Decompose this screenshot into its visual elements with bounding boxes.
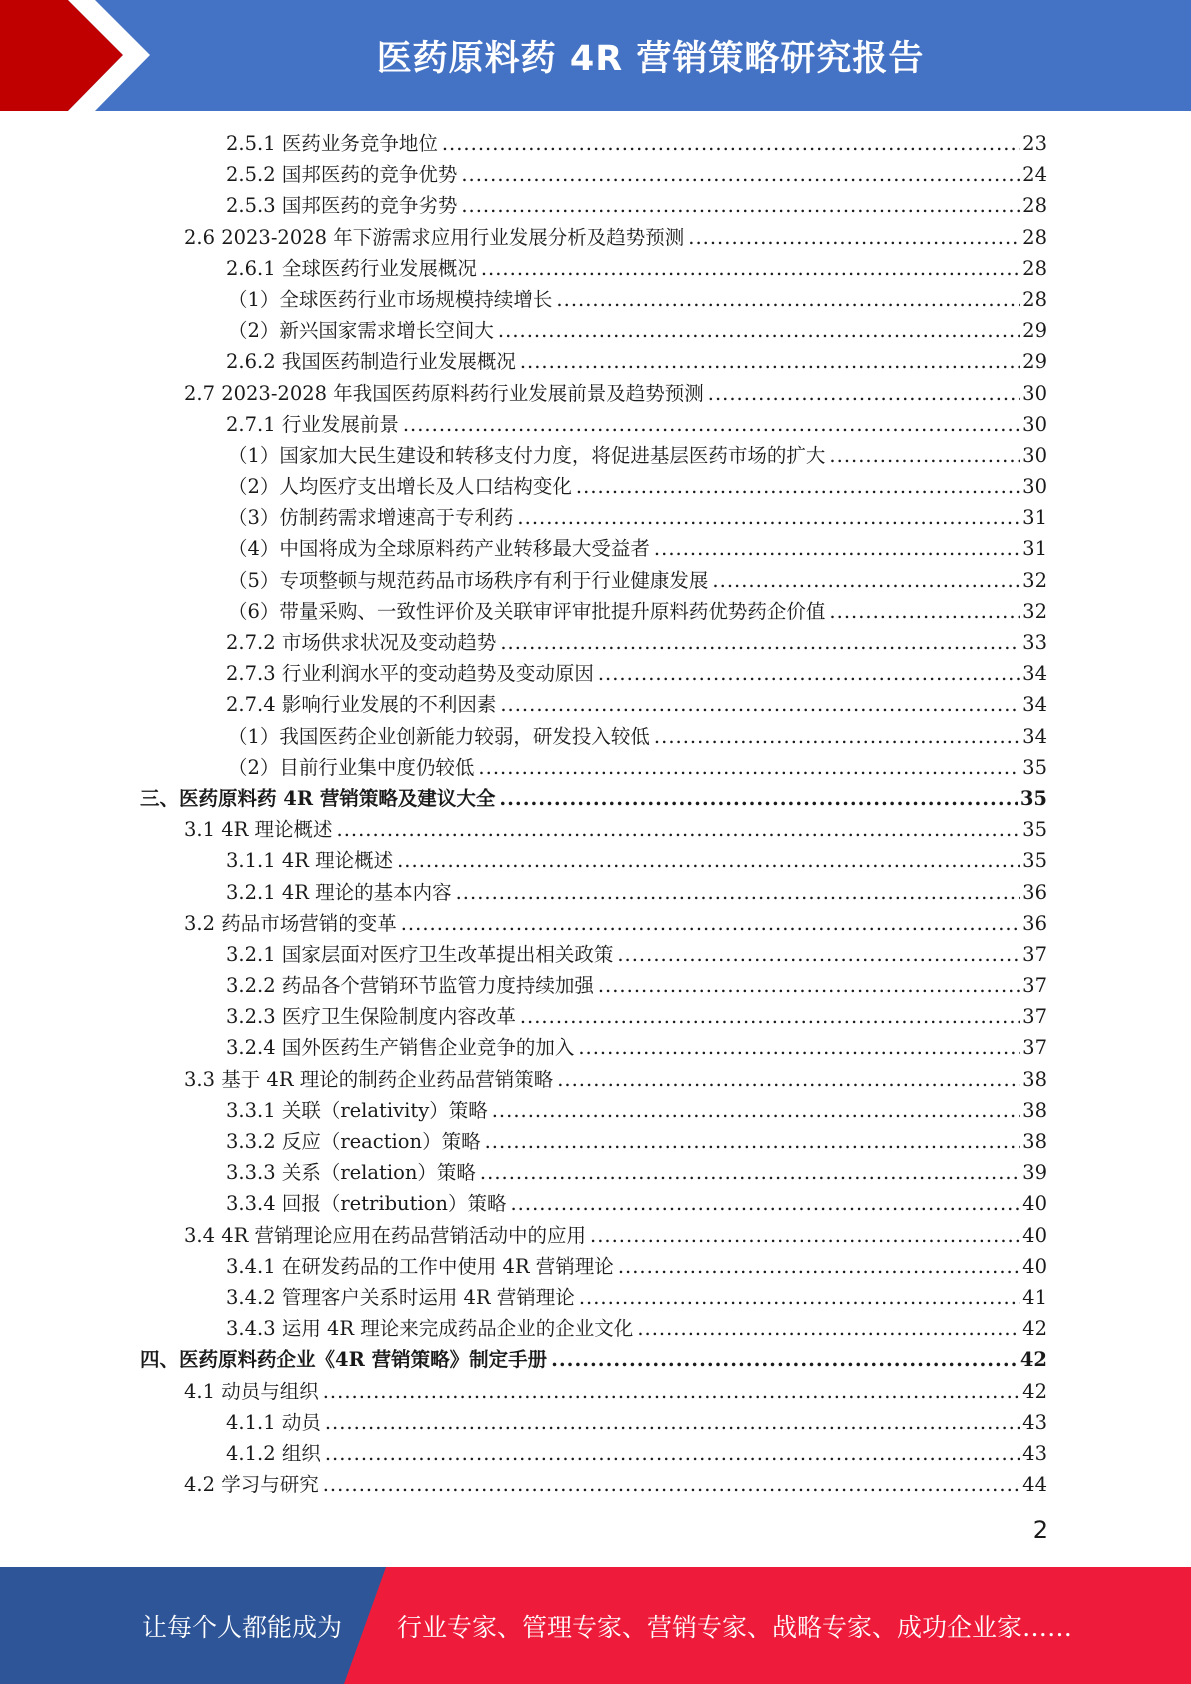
toc-entry-page: 28 bbox=[1022, 225, 1047, 249]
toc-entry-label: 2.6.1 全球医药行业发展概况 bbox=[226, 256, 477, 280]
toc-entry-page: 35 bbox=[1019, 786, 1047, 810]
toc-entry-page: 40 bbox=[1022, 1223, 1047, 1247]
toc-leader-dots bbox=[576, 475, 1020, 498]
toc-entry[interactable] bbox=[140, 128, 1047, 159]
toc-leader-dots bbox=[337, 818, 1021, 841]
toc-entry-page: 29 bbox=[1022, 350, 1047, 374]
toc-entry-page: 39 bbox=[1022, 1161, 1047, 1185]
page-number: 2 bbox=[1032, 1516, 1048, 1544]
toc-entry-label: 2.7.2 市场供求状况及变动趋势 bbox=[226, 631, 497, 654]
toc-entry-label: 3.3.4 回报（retribution）策略 bbox=[226, 1192, 507, 1216]
toc-entry[interactable] bbox=[140, 908, 1047, 939]
toc-entry[interactable] bbox=[140, 190, 1047, 221]
toc-entry-page: 34 bbox=[1022, 693, 1047, 717]
toc-entry-page: 38 bbox=[1022, 1098, 1047, 1122]
page-footer bbox=[0, 1567, 1191, 1684]
toc-leader-dots bbox=[578, 1036, 1020, 1059]
toc-entry[interactable] bbox=[140, 502, 1047, 533]
toc-entry-label: 4.1.2 组织 bbox=[226, 1441, 321, 1465]
toc-leader-dots bbox=[510, 1192, 1020, 1215]
toc-entry-label: 3.1.1 4R 理论概述 bbox=[226, 849, 394, 873]
toc-leader-dots bbox=[598, 974, 1020, 997]
toc-leader-dots bbox=[442, 132, 1020, 155]
toc-entry[interactable] bbox=[140, 1126, 1047, 1157]
toc-entry-label: （2）人均医疗支出增长及人口结构变化 bbox=[228, 475, 572, 499]
toc-entry-label: 2.5.3 国邦医药的竞争劣势 bbox=[226, 194, 458, 218]
toc-entry-page: 24 bbox=[1022, 163, 1047, 187]
toc-leader-dots bbox=[556, 288, 1020, 311]
toc-entry-label: （2）目前行业集中度仍较低 bbox=[228, 755, 475, 779]
toc-entry[interactable] bbox=[140, 877, 1047, 908]
toc-entry[interactable] bbox=[140, 440, 1047, 471]
toc-leader-dots bbox=[325, 1442, 1020, 1465]
toc-entry-label: 3.3.2 反应（reaction）策略 bbox=[226, 1130, 481, 1153]
toc-leader-dots bbox=[654, 725, 1020, 748]
toc-entry-label: （4）中国将成为全球原料药产业转移最大受益者 bbox=[228, 537, 650, 561]
toc-entry[interactable] bbox=[140, 1407, 1047, 1438]
toc-leader-dots bbox=[397, 849, 1020, 872]
footer-slogan-left: 让每个人都能成为 bbox=[142, 1612, 343, 1642]
toc-entry-label: 3.2.1 4R 理论的基本内容 bbox=[226, 880, 452, 904]
toc-entry-page: 23 bbox=[1022, 132, 1047, 155]
toc-leader-dots bbox=[618, 1255, 1020, 1278]
toc-entry-label: 3.2.1 国家层面对医疗卫生改革提出相关政策 bbox=[226, 942, 614, 966]
toc-leader-dots bbox=[401, 912, 1020, 935]
toc-entry-page: 30 bbox=[1022, 475, 1047, 499]
toc-leader-dots bbox=[654, 537, 1020, 560]
toc-entry-label: 2.7 2023-2028 年我国医药原料药行业发展前景及趋势预测 bbox=[184, 381, 704, 405]
toc-leader-dots bbox=[829, 600, 1020, 623]
toc-leader-dots bbox=[498, 319, 1020, 342]
toc-entry-label: 2.6.2 我国医药制造行业发展概况 bbox=[226, 350, 516, 374]
toc-leader-dots bbox=[500, 631, 1020, 654]
toc-entry[interactable] bbox=[140, 222, 1047, 253]
toc-leader-dots bbox=[520, 1005, 1020, 1028]
toc-entry-page: 35 bbox=[1022, 818, 1047, 842]
toc-entry-label: 4.1 动员与组织 bbox=[184, 1379, 319, 1403]
toc-entry-page: 35 bbox=[1022, 849, 1047, 873]
toc-entry-label: 2.7.1 行业发展前景 bbox=[226, 412, 399, 436]
toc-entry-page: 43 bbox=[1022, 1410, 1047, 1434]
toc-entry-page: 28 bbox=[1022, 287, 1047, 311]
toc-leader-dots bbox=[323, 1380, 1020, 1403]
toc-entry-page: 32 bbox=[1022, 568, 1047, 592]
toc-entry-page: 36 bbox=[1022, 880, 1047, 904]
toc-entry[interactable] bbox=[140, 284, 1047, 315]
toc-entry-page: 37 bbox=[1022, 942, 1047, 966]
footer-slogan-right: 行业专家、管理专家、营销专家、战略专家、成功企业家…… bbox=[397, 1612, 1073, 1642]
toc-entry-label: 3.1 4R 理论概述 bbox=[184, 818, 333, 842]
toc-entry-page: 32 bbox=[1022, 599, 1047, 623]
toc-entry-label: 3.4 4R 营销理论应用在药品营销活动中的应用 bbox=[184, 1223, 586, 1247]
toc-entry-label: （2）新兴国家需求增长空间大 bbox=[228, 319, 494, 343]
toc-entry-label: （1）我国医药企业创新能力较弱，研发投入较低 bbox=[228, 724, 650, 748]
toc-entry-page: 42 bbox=[1022, 1317, 1047, 1341]
toc-entry[interactable] bbox=[140, 1188, 1047, 1219]
toc-entry-page: 36 bbox=[1022, 911, 1047, 935]
toc-leader-dots bbox=[499, 787, 1018, 810]
toc-entry-page: 30 bbox=[1022, 443, 1047, 467]
toc-entry-label: 3.4.2 管理客户关系时运用 4R 营销理论 bbox=[226, 1285, 575, 1309]
toc-entry-page: 38 bbox=[1022, 1130, 1047, 1153]
toc-leader-dots bbox=[481, 257, 1020, 280]
toc-entry[interactable] bbox=[140, 1282, 1047, 1313]
toc-entry[interactable] bbox=[140, 1064, 1047, 1095]
toc-entry-page: 34 bbox=[1022, 724, 1047, 748]
toc-leader-dots bbox=[517, 506, 1020, 529]
toc-entry-label: 3.3.1 关联（relativity）策略 bbox=[226, 1098, 488, 1122]
toc-entry-label: 2.7.3 行业利润水平的变动趋势及变动原因 bbox=[226, 662, 594, 686]
toc-entry-label: 4.2 学习与研究 bbox=[184, 1473, 319, 1497]
toc-entry-page: 28 bbox=[1022, 256, 1047, 280]
toc-entry-page: 38 bbox=[1022, 1067, 1047, 1091]
toc-entry-label: （6）带量采购、一致性评价及关联审评审批提升原料药优势药企价值 bbox=[228, 599, 826, 623]
toc-entry[interactable] bbox=[140, 689, 1047, 720]
toc-entry[interactable] bbox=[140, 1438, 1047, 1469]
toc-entry-label: 3.2 药品市场营销的变革 bbox=[184, 911, 397, 935]
toc-leader-dots bbox=[708, 382, 1020, 405]
toc-leader-dots bbox=[461, 163, 1020, 186]
toc-entry-page: 42 bbox=[1019, 1348, 1047, 1372]
toc-entry-label: 2.5.1 医药业务竞争地位 bbox=[226, 132, 438, 155]
toc-leader-dots bbox=[403, 413, 1020, 436]
table-of-contents bbox=[140, 128, 1047, 1500]
toc-entry[interactable] bbox=[140, 1001, 1047, 1032]
toc-leader-dots bbox=[557, 1068, 1020, 1091]
toc-entry-page: 29 bbox=[1022, 319, 1047, 343]
toc-entry-page: 42 bbox=[1022, 1379, 1047, 1403]
toc-entry-label: 3.3 基于 4R 理论的制药企业药品营销策略 bbox=[184, 1067, 554, 1091]
toc-leader-dots bbox=[325, 1411, 1020, 1434]
toc-entry[interactable] bbox=[140, 721, 1047, 752]
toc-entry[interactable] bbox=[140, 814, 1047, 845]
toc-entry-page: 34 bbox=[1022, 662, 1047, 686]
page-header bbox=[0, 0, 1191, 111]
toc-entry[interactable] bbox=[140, 1032, 1047, 1063]
toc-leader-dots bbox=[485, 1130, 1021, 1153]
toc-leader-dots bbox=[590, 1224, 1020, 1247]
toc-leader-dots bbox=[478, 756, 1020, 779]
toc-entry-page: 40 bbox=[1022, 1192, 1047, 1216]
toc-entry[interactable] bbox=[140, 845, 1047, 876]
toc-leader-dots bbox=[598, 662, 1020, 685]
toc-entry[interactable] bbox=[140, 159, 1047, 190]
toc-leader-dots bbox=[551, 1348, 1018, 1371]
toc-entry[interactable] bbox=[140, 1469, 1047, 1500]
toc-entry[interactable] bbox=[140, 1313, 1047, 1344]
toc-entry-label: 三、医药原料药 4R 营销策略及建议大全 bbox=[140, 786, 496, 810]
toc-entry[interactable] bbox=[140, 1220, 1047, 1251]
toc-entry-label: 3.2.3 医疗卫生保险制度内容改革 bbox=[226, 1005, 516, 1029]
toc-entry[interactable] bbox=[140, 596, 1047, 627]
toc-entry[interactable] bbox=[140, 471, 1047, 502]
toc-leader-dots bbox=[617, 943, 1020, 966]
toc-entry-page: 28 bbox=[1022, 194, 1047, 218]
report-title: 医药原料药 4R 营销策略研究报告 bbox=[376, 38, 925, 79]
toc-leader-dots bbox=[456, 881, 1021, 904]
toc-entry[interactable] bbox=[140, 627, 1047, 658]
toc-entry[interactable] bbox=[140, 1376, 1047, 1407]
toc-leader-dots bbox=[579, 1286, 1020, 1309]
toc-entry[interactable] bbox=[140, 783, 1047, 814]
toc-entry[interactable] bbox=[140, 253, 1047, 284]
toc-entry[interactable] bbox=[140, 1344, 1047, 1375]
toc-leader-dots bbox=[461, 194, 1020, 217]
toc-entry[interactable] bbox=[140, 752, 1047, 783]
toc-entry-page: 30 bbox=[1022, 381, 1047, 405]
toc-entry-page: 44 bbox=[1022, 1473, 1047, 1497]
toc-entry[interactable] bbox=[140, 1157, 1047, 1188]
toc-leader-dots bbox=[829, 444, 1020, 467]
toc-entry-label: 2.5.2 国邦医药的竞争优势 bbox=[226, 163, 458, 187]
toc-entry-page: 43 bbox=[1022, 1441, 1047, 1465]
toc-leader-dots bbox=[492, 1099, 1020, 1122]
toc-leader-dots bbox=[323, 1473, 1020, 1496]
toc-entry[interactable] bbox=[140, 1251, 1047, 1282]
toc-entry-label: 3.4.1 在研发药品的工作中使用 4R 营销理论 bbox=[226, 1254, 614, 1278]
toc-entry-label: （1）全球医药行业市场规模持续增长 bbox=[228, 287, 553, 311]
toc-entry-label: 4.1.1 动员 bbox=[226, 1410, 321, 1434]
toc-entry-label: （3）仿制药需求增速高于专利药 bbox=[228, 506, 514, 530]
toc-entry-page: 40 bbox=[1022, 1254, 1047, 1278]
toc-leader-dots bbox=[712, 569, 1020, 592]
toc-entry-label: 四、医药原料药企业《4R 营销策略》制定手册 bbox=[140, 1348, 548, 1372]
toc-entry-page: 33 bbox=[1022, 631, 1047, 654]
toc-entry[interactable] bbox=[140, 970, 1047, 1001]
toc-entry-label: 2.7.4 影响行业发展的不利因素 bbox=[226, 693, 497, 717]
toc-entry-label: 3.2.2 药品各个营销环节监管力度持续加强 bbox=[226, 974, 594, 998]
toc-entry[interactable] bbox=[140, 658, 1047, 689]
toc-entry-label: 2.6 2023-2028 年下游需求应用行业发展分析及趋势预测 bbox=[184, 225, 685, 249]
toc-entry-page: 37 bbox=[1022, 1005, 1047, 1029]
toc-entry[interactable] bbox=[140, 378, 1047, 409]
toc-entry[interactable] bbox=[140, 533, 1047, 564]
toc-entry-page: 31 bbox=[1022, 537, 1047, 561]
toc-entry-label: 3.2.4 国外医药生产销售企业竞争的加入 bbox=[226, 1036, 575, 1060]
toc-entry[interactable] bbox=[140, 315, 1047, 346]
toc-entry[interactable] bbox=[140, 1095, 1047, 1126]
toc-entry-label: 3.3.3 关系（relation）策略 bbox=[226, 1161, 476, 1185]
toc-entry-page: 35 bbox=[1022, 755, 1047, 779]
toc-entry[interactable] bbox=[140, 409, 1047, 440]
toc-leader-dots bbox=[520, 350, 1020, 373]
toc-entry-page: 41 bbox=[1022, 1285, 1047, 1309]
toc-entry[interactable] bbox=[140, 939, 1047, 970]
toc-entry[interactable] bbox=[140, 346, 1047, 377]
toc-entry-page: 31 bbox=[1022, 506, 1047, 530]
toc-leader-dots bbox=[637, 1317, 1020, 1340]
toc-entry-label: （5）专项整顿与规范药品市场秩序有利于行业健康发展 bbox=[228, 568, 709, 592]
toc-entry-page: 37 bbox=[1022, 974, 1047, 998]
toc-entry-label: 3.4.3 运用 4R 理论来完成药品企业的企业文化 bbox=[226, 1317, 634, 1341]
toc-entry-page: 37 bbox=[1022, 1036, 1047, 1060]
toc-leader-dots bbox=[500, 693, 1020, 716]
toc-entry[interactable] bbox=[140, 565, 1047, 596]
toc-leader-dots bbox=[480, 1161, 1020, 1184]
toc-leader-dots bbox=[688, 226, 1020, 249]
toc-entry-label: （1）国家加大民生建设和转移支付力度，将促进基层医药市场的扩大 bbox=[228, 443, 826, 467]
toc-entry-page: 30 bbox=[1022, 412, 1047, 436]
